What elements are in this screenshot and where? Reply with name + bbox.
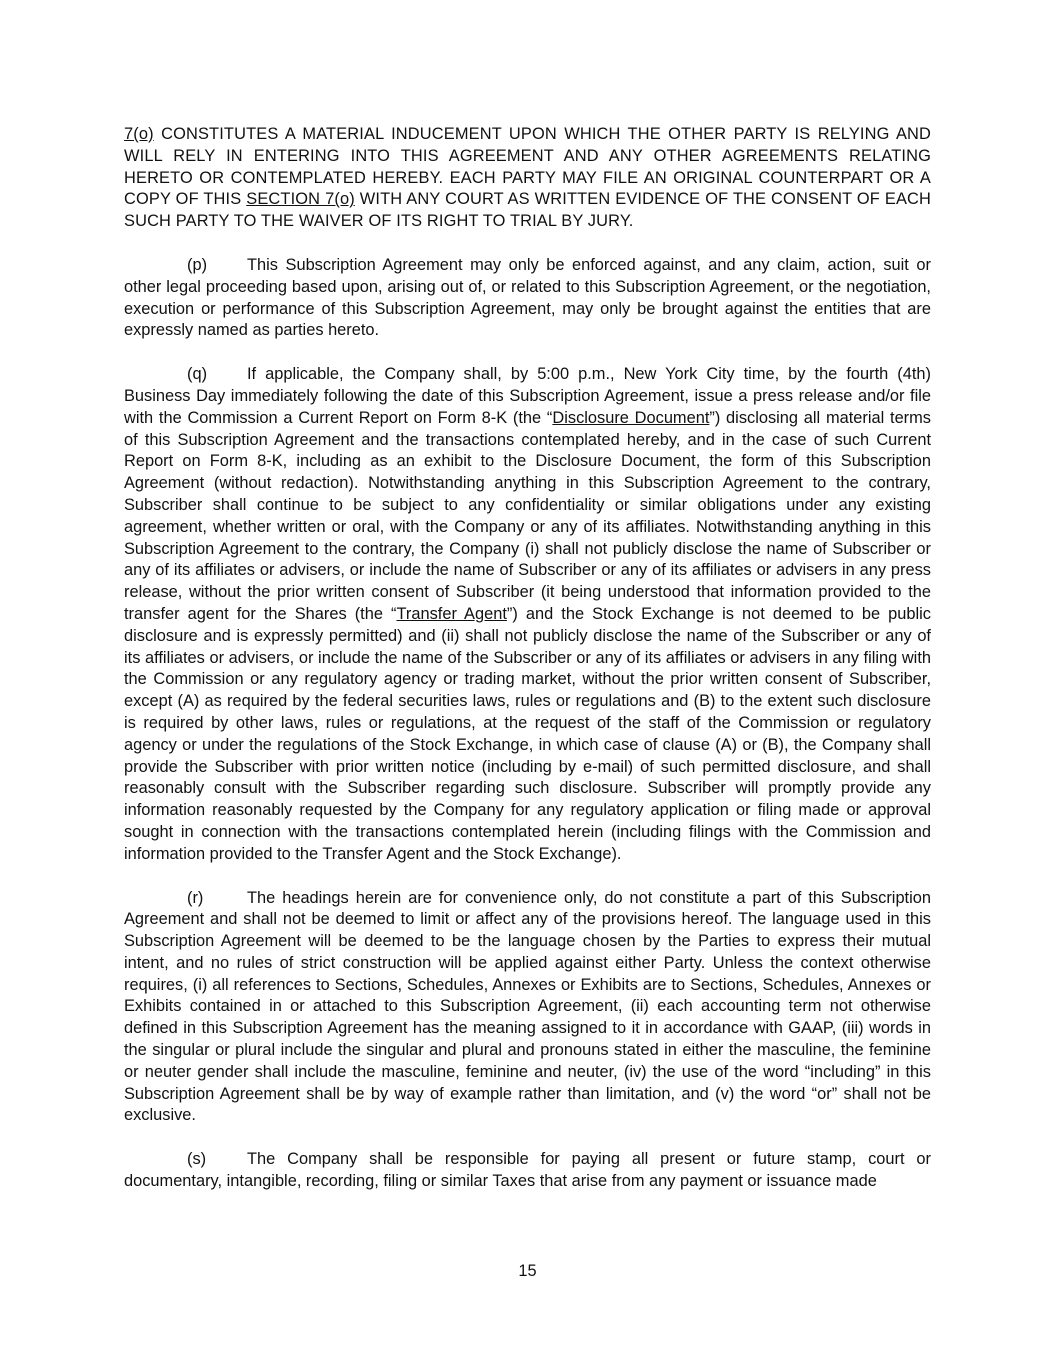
paragraph-text: This Subscription Agreement may only be enforced against, and any claim, action, suit or other legal proceeding based upon, arising out of, or related to this Subscription Agreement, or the negotiation, execution or performance of this Subscription Agreement, may only be brought against the entities that are expressly named as parties hereto.	[124, 255, 931, 340]
paragraph-text: The Company shall be responsible for paying all present or future stamp, court or documentary, intangible, recording, filing or similar Taxes that arise from any payment or issuance made	[124, 1150, 931, 1191]
paragraph-o-continuation	[124, 124, 931, 233]
paragraph-q	[124, 364, 931, 865]
paragraph-text: ”) disclosing all material terms of this Subscription Agreement and the transactions contemplated hereby, and in the case of such Current Report on Form 8-K, including as an exhibit to the Disclosure Document, the form of this Subscription Agreement (without redaction). Notwithstanding anything in this Subscription Agreement to the contrary, Subscriber shall continue to be subject to any confidentiality or similar obligations under any existing agreement, whether written or oral, with the Company or any of its affiliates. Notwithstanding anything in this Subscription Agreement to the contrary, the Company (i) shall not publicly disclose the name of Subscriber or any of its affiliates or advisers, or include the name of Subscriber or any of its affiliates or advisers in any press release, without the prior written consent of Subscriber (it being understood that information provided to the transfer agent for the Shares (the “	[124, 408, 931, 623]
paragraph-label: (r)	[187, 888, 204, 907]
page-number: 15	[518, 1262, 537, 1280]
paragraph-s	[124, 1149, 931, 1193]
paragraph-text: CONSTITUTES A MATERIAL INDUCEMENT UPON WHICH THE OTHER PARTY IS RELYING AND WILL RELY IN ENTERING INTO THIS AGREEMENT AND ANY OTHER AGREEMENTS RELATING HERETO OR CONTEMPLATED HEREBY. EACH PARTY MAY FILE AN ORIGINAL COUNTERPART OR A COPY OF THIS	[124, 125, 931, 209]
paragraph-p	[124, 255, 931, 342]
defined-term: Disclosure Document	[552, 408, 710, 427]
section-reference: 7(o)	[124, 125, 154, 143]
paragraph-r	[124, 888, 931, 1128]
paragraph-label: (q)	[187, 365, 208, 384]
section-reference: SECTION 7(o)	[246, 190, 355, 209]
paragraph-text: The headings herein are for convenience only, do not constitute a part of this Subscription Agreement and shall not be deemed to limit or affect any of the provisions hereof. The language used in this Subscription Agreement will be deemed to be the language chosen by the Parties to express their mutual intent, and no rules of strict construction will be applied against either Party. Unless the context otherwise requires, (i) all references to Sections, Schedules, Annexes or Exhibits are to Sections, Schedules, Annexes or Exhibits contained in or attached to this Subscription Agreement, (ii) each accounting term not otherwise defined in this Subscription Agreement has the meaning assigned to it in accordance with GAAP, (iii) words in the singular or plural include the singular and plural and pronouns stated in either the masculine, the feminine or neuter gender shall include the masculine, feminine and neuter, (iv) the use of the word “including” in this Subscription Agreement shall be by way of example rather than limitation, and (v) the word “or” shall not be exclusive.	[124, 888, 931, 1125]
paragraph-label: (p)	[187, 255, 208, 274]
document-body	[124, 124, 931, 1215]
paragraph-text: WITH ANY COURT AS WRITTEN EVIDENCE OF THE CONSENT OF EACH SUCH PARTY TO THE WAIVER OF ITS RIGHT TO TRIAL BY JURY.	[124, 190, 932, 231]
paragraph-text: ”) and the Stock Exchange is not deemed to be public disclosure and is expressly permitted) and (ii) shall not publicly disclose the name of the Subscriber or any of its affiliates or advisers, or include the name of the Subscriber or any of its affiliates or advisers in any filing with the Commission or any regulatory agency or trading market, without the prior written consent of Subscriber, except (A) as required by the federal securities laws, rules or regulations and (B) to the extent such disclosure is required by other laws, rules or regulations, at the request of the staff of the Commission or regulatory agency or under the regulations of the Stock Exchange, in which case of clause (A) or (B), the Company shall provide the Subscriber with prior written notice (including by e-mail) of such permitted disclosure, and shall reasonably consult with the Subscriber regarding such disclosure. Subscriber will promptly provide any information reasonably requested by the Company for any regulatory application or filing made or approval sought in connection with the transactions contemplated herein (including filings with the Commission and information provided to the Transfer Agent and the Stock Exchange).	[124, 604, 931, 863]
paragraph-text: If applicable, the Company shall, by 5:00 p.m., New York City time, by the fourth (4th) Business Day immediately following the date of this Subscription Agreement, issue a press release and/or file with the Commission a Current Report on Form 8-K (the “	[124, 365, 931, 427]
paragraph-label: (s)	[187, 1150, 207, 1169]
defined-term: Transfer Agent	[396, 604, 507, 623]
